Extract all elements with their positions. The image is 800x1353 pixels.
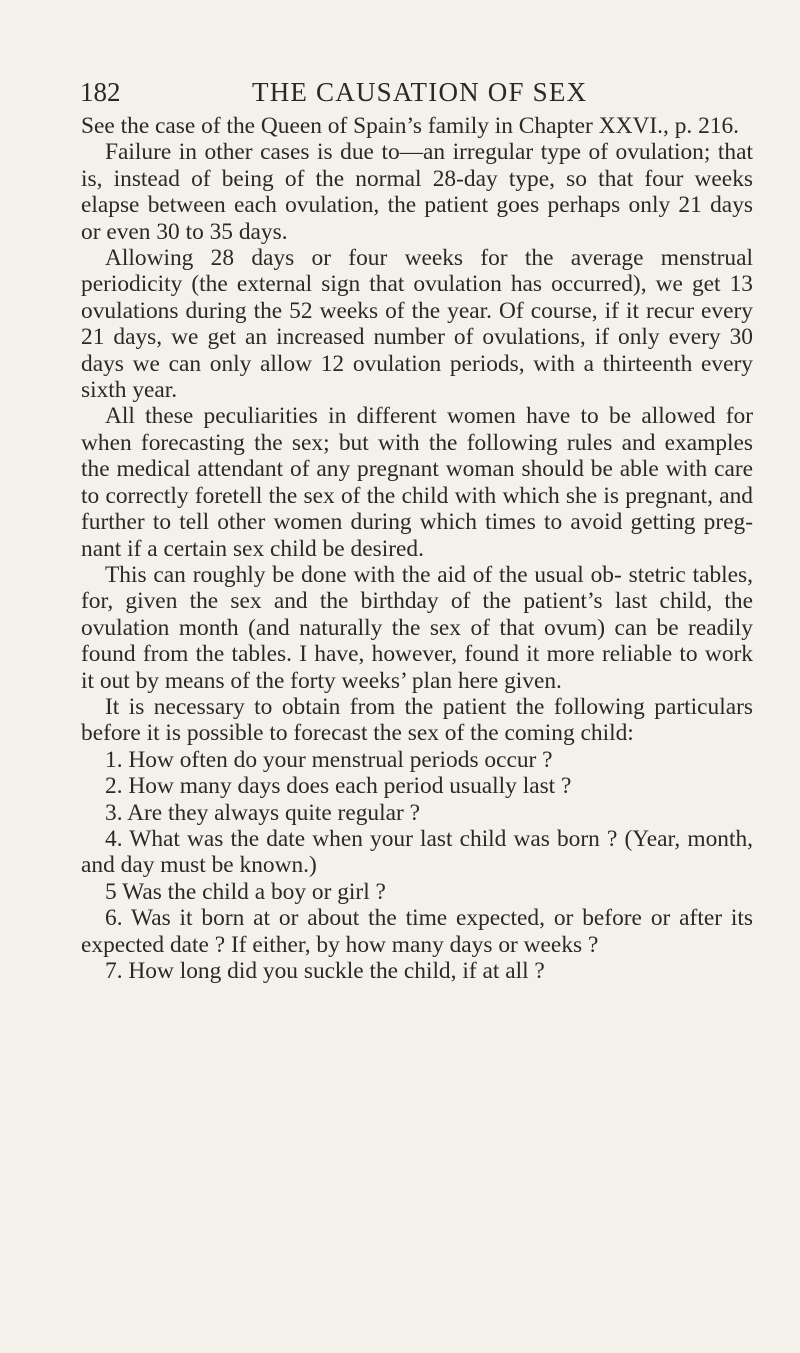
question-number: 1. xyxy=(105,746,123,773)
page-number: 182 xyxy=(80,77,121,107)
question-text: How long did you suckle the child, if at all ? xyxy=(128,958,545,984)
question-text: Was it born at or about the time expected, or before or after its expected date ? If either, by how many days or weeks ? xyxy=(81,905,753,958)
question-item xyxy=(81,879,753,905)
question-number: 3. xyxy=(105,799,123,826)
question-number: 2. xyxy=(105,773,123,800)
question-text: Was the child a boy or girl ? xyxy=(122,878,386,905)
paragraph: Failure in other cases is due to—an irregular type of ovulation; that is, instead of being of the normal 28-day type, so that four weeks elapse between each ovulation, the patient goes perhaps only 21 days or even 30 to 35 days. xyxy=(81,139,753,245)
question-item xyxy=(81,747,753,773)
question-number: 4. xyxy=(105,825,123,852)
question-list xyxy=(81,747,753,985)
question-number: 7. xyxy=(105,958,123,984)
question-item xyxy=(81,800,753,826)
question-text: Are they always quite regular ? xyxy=(127,799,421,826)
question-item xyxy=(81,826,753,879)
question-item xyxy=(81,958,753,984)
paragraph: This can roughly be done with the aid of the usual ob- stetric tables, for, given the sex and the birthday of the patient’s last child, the ovulation month (and naturally the sex of that ovum) can be readily found from the tables. I have, however, found it more reliable to work it out by means of the forty weeks’ plan here given. xyxy=(81,561,753,694)
paragraph: Allowing 28 days or four weeks for the average menstrual periodicity (the external sign that ovulation has occurred), we get 13 ovulations during the 52 weeks of the year. Of course, if it recur every 21 days, we get an increased number of ovulations, if only every 30 days we can only allow 12 ovulation periods, with a thirteenth every sixth year. xyxy=(81,245,753,404)
paragraph: It is necessary to obtain from the patient the following particulars before it is possible to forecast the sex of the coming child: xyxy=(81,693,753,747)
question-number: 6. xyxy=(105,905,123,932)
paragraph: See the case of the Queen of Spain’s family in Chapter XXVI., p. 216. xyxy=(81,113,740,139)
question-item xyxy=(81,773,753,799)
question-item xyxy=(81,905,753,958)
question-text: How often do your menstrual periods occur ? xyxy=(128,746,553,773)
paragraph: All these peculiarities in different women have to be allowed for when forecasting the sex; but with the following rules and examples the medical attendant of any pregnant woman should be able with care to correctly foretell the sex of the child with which she is pregnant, and further to tell other women during which times to avoid getting preg- nant if a certain sex child be desired. xyxy=(81,403,753,562)
question-number: 5 xyxy=(105,878,117,905)
body-text xyxy=(81,113,753,984)
question-text: What was the date when your last child was born ? (Year, month, and day must be known.) xyxy=(81,825,753,879)
running-title: THE CAUSATION OF SEX xyxy=(252,77,588,107)
question-text: How many days does each period usually last ? xyxy=(128,773,572,800)
